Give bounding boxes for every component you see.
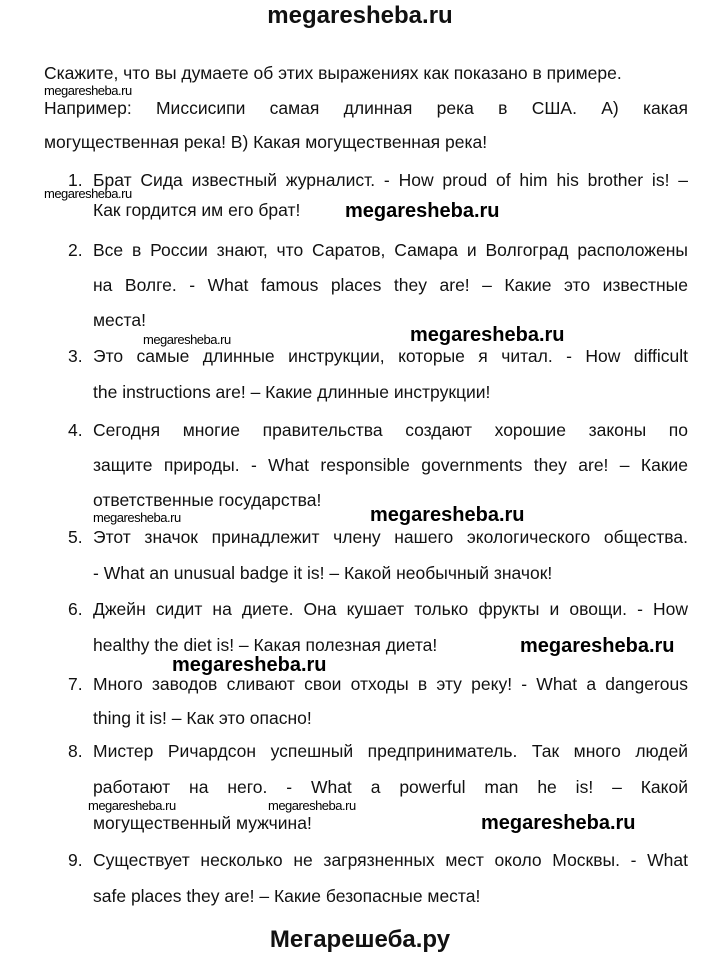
- item-line: защите природы. - What responsible governments they are! – Какие: [93, 455, 688, 475]
- instruction-text: Скажите, что вы думаете об этих выражениях как показано в примере.: [44, 63, 622, 83]
- watermark: megaresheba.ru: [481, 812, 636, 834]
- watermark: megaresheba.ru: [44, 83, 132, 98]
- item-number: 5.: [68, 527, 83, 547]
- watermark: megaresheba.ru: [93, 510, 181, 525]
- item-number: 1.: [68, 170, 83, 190]
- item-line: Существует несколько не загрязненных мест около Москвы. - What: [93, 850, 688, 870]
- item-number: 4.: [68, 420, 83, 440]
- item-line: Брат Сида известный журналист. - How proud of him his brother is! –: [93, 170, 688, 190]
- item-number: 8.: [68, 741, 83, 761]
- item-line: работают на него. - What a powerful man he is! – Какой: [93, 777, 688, 797]
- item-line: - What an unusual badge it is! – Какой необычный значок!: [93, 563, 553, 583]
- item-line: safe places they are! – Какие безопасные места!: [93, 886, 481, 906]
- watermark: megaresheba.ru: [410, 324, 565, 346]
- item-line: места!: [93, 310, 146, 330]
- item-line: thing it is! – Как это опасно!: [93, 708, 312, 728]
- item-line: Мистер Ричардсон успешный предприниматель. Так много людей: [93, 741, 688, 761]
- watermark: megaresheba.ru: [268, 798, 356, 813]
- item-number: 6.: [68, 599, 83, 619]
- watermark: megaresheba.ru: [143, 332, 231, 347]
- item-line: the instructions are! – Какие длинные инструкции!: [93, 382, 491, 402]
- example-line-1: Например: Миссисипи самая длинная река в США. А) какая: [44, 98, 688, 118]
- item-line: могущественный мужчина!: [93, 813, 312, 833]
- item-line: Сегодня многие правительства создают хорошие законы по: [93, 420, 688, 440]
- item-number: 3.: [68, 346, 83, 366]
- watermark: megaresheba.ru: [370, 504, 525, 526]
- item-line: ответственные государства!: [93, 490, 322, 510]
- item-line: Джейн сидит на диете. Она кушает только фрукты и овощи. - How: [93, 599, 688, 619]
- item-number: 7.: [68, 674, 83, 694]
- item-line: на Волге. - What famous places they are! – Какие это известные: [93, 275, 688, 295]
- item-line: Все в России знают, что Саратов, Самара и Волгоград расположены: [93, 240, 688, 260]
- item-line: Как гордится им его брат!: [93, 200, 301, 220]
- watermark: megaresheba.ru: [345, 200, 500, 222]
- item-line: Этот значок принадлежит члену нашего экологического общества.: [93, 527, 688, 547]
- site-header: megaresheba.ru: [267, 2, 453, 29]
- site-footer: Мегарешеба.ру: [269, 926, 451, 953]
- example-line-2: могущественная река! В) Какая могущественная река!: [44, 132, 488, 152]
- watermark: megaresheba.ru: [172, 654, 327, 676]
- item-number: 2.: [68, 240, 83, 260]
- watermark: megaresheba.ru: [88, 798, 176, 813]
- item-line: Много заводов сливают свои отходы в эту реку! - What a dangerous: [93, 674, 688, 694]
- watermark: megaresheba.ru: [44, 186, 132, 201]
- item-number: 9.: [68, 850, 83, 870]
- item-line: Это самые длинные инструкции, которые я читал. - How difficult: [93, 346, 688, 366]
- item-line: healthy the diet is! – Какая полезная диета!: [93, 635, 438, 655]
- watermark: megaresheba.ru: [520, 635, 675, 657]
